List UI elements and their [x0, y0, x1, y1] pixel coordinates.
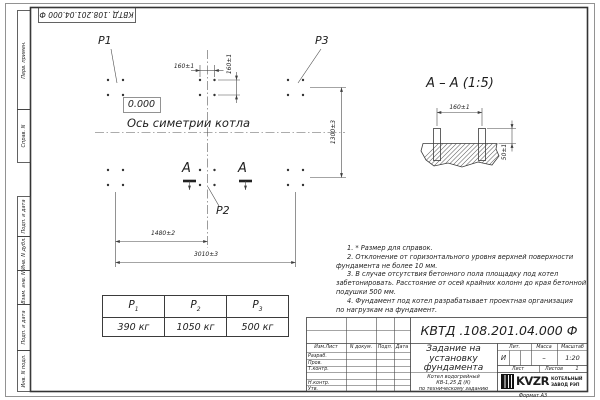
header-col-podp: Подп. [377, 345, 393, 350]
title-line-3: фундамента [423, 363, 484, 373]
load-table-header-p1: $P_1$ [103, 296, 165, 318]
lit-value: И [500, 354, 507, 362]
header-col-izm-list: Изм.Лист [314, 345, 338, 350]
sheets-label: Листов [545, 366, 563, 372]
dim-width-label: 1300±3 [330, 119, 337, 145]
load-table-value-p1: 390 кг [103, 318, 165, 337]
load-table [102, 295, 289, 337]
level-mark: 0.000 [127, 99, 156, 110]
plan-point-p3-label: P3 [315, 34, 329, 47]
sidebar-label-inv-n-podl: Инв. N подл. [21, 354, 27, 388]
note-line: фундамента не более 10 мм. [336, 261, 438, 270]
sidebar-label-podp-i-data-1: Подп. и дата [21, 199, 27, 234]
section-dim-bolt-spacing-label: 160±1 [449, 104, 470, 111]
concrete-block-outline [421, 144, 499, 168]
section-letter-right: А [238, 161, 247, 176]
product-line-3: по техническому заданию [418, 385, 489, 392]
mass-value: – [542, 354, 546, 362]
logo-caption-line-2: ЗАВОД РЭП [551, 383, 580, 388]
plan-point-p1-label: P1 [98, 34, 112, 47]
sidebar-label-vzam-inv-n: Взам. инв. N [21, 271, 27, 304]
row-label-prov: Пров. [308, 360, 322, 366]
logo-caption-line-1: КОТЕЛЬНЫЙ [551, 377, 583, 382]
dim-total-length-label: 3010±3 [193, 251, 219, 258]
load-table-value-row [103, 318, 289, 337]
title-line-1: Задание на [426, 344, 481, 354]
note-line: подушки 500 мм. [336, 287, 396, 296]
kvzr-logo-emblem [501, 374, 514, 389]
title-block-doc-number: КВТД .108.201.04.000 Ф [420, 323, 578, 338]
sidebar-label-sprav-n: Справ. N [21, 124, 27, 148]
dim-bolt-spacing-h-label: 160±1 [173, 63, 195, 70]
top-doc-number: КВТД .108.201.04.000 Ф [39, 10, 134, 19]
row-label-tkontr: Т.контр. [308, 367, 329, 372]
sheet-label: Лист [511, 366, 525, 372]
sidebar-label-inv-n-dubl: Инв. N дубл. [21, 237, 27, 270]
row-label-utv: Утв. [308, 386, 319, 392]
product-line-1: Котел водогрейный [427, 373, 480, 380]
note-line: 4. Фундамент под котел разрабатывает проектная организация [347, 296, 573, 305]
boiler-symmetry-axis-label: Ось симетрии котла [127, 116, 251, 130]
dim-bolt-spacing-v-label: 160±1 [226, 53, 233, 75]
note-line: 1. * Размер для справок. [347, 244, 433, 252]
note-line: забетонировать. Расстояние от осей крайних колонн до края бетонной [336, 279, 587, 288]
section-view-title: А – А (1:5) [426, 76, 494, 91]
sidebar-label-podp-i-data-2: Подп. и дата [21, 310, 27, 345]
lit-header: Лит. [508, 344, 521, 350]
mass-header: Масса [536, 344, 552, 350]
header-col-data: Дата [395, 345, 409, 350]
row-label-nkontr: Н.контр. [308, 380, 330, 386]
sidebar-label-perv-primen: Перв. примен. [21, 41, 27, 79]
scale-header: Масштаб [561, 344, 584, 350]
sheets-value: 1 [575, 366, 579, 372]
section-cut-marks [183, 181, 252, 190]
dim-half-length-label: 1480±2 [150, 230, 176, 237]
section-dim-protrusion-label: 50±1 [501, 143, 508, 161]
product-line-2: КВ-1,25 Д (К) [436, 379, 471, 386]
note-line: 3. В случае отсутствия бетонного пола площадку под котел [347, 270, 559, 279]
load-table-header-p2: $P_2$ [165, 296, 227, 318]
note-line: 2. Отклонение от горизонтального уровня верхней поверхности [347, 252, 574, 261]
row-label-razrab: Разраб. [308, 353, 327, 359]
kvzr-logo-text: KVZR [516, 374, 550, 388]
section-letter-left: А [182, 161, 191, 176]
plan-point-p2-label: P2 [216, 204, 230, 217]
load-table-value-p2: 1050 кг [165, 318, 227, 337]
header-col-n-docum: N докум. [349, 345, 373, 350]
scale-value: 1:20 [565, 354, 580, 362]
technical-notes [336, 244, 596, 314]
load-table-value-p3: 500 кг [227, 318, 289, 337]
title-line-2: установку [429, 353, 478, 364]
load-table-header-p3: $P_3$ [227, 296, 289, 318]
note-line: по нагрузкам на фундамент. [336, 305, 438, 314]
load-table-header-row [103, 296, 289, 318]
format-note: Формат А3 [518, 392, 548, 399]
